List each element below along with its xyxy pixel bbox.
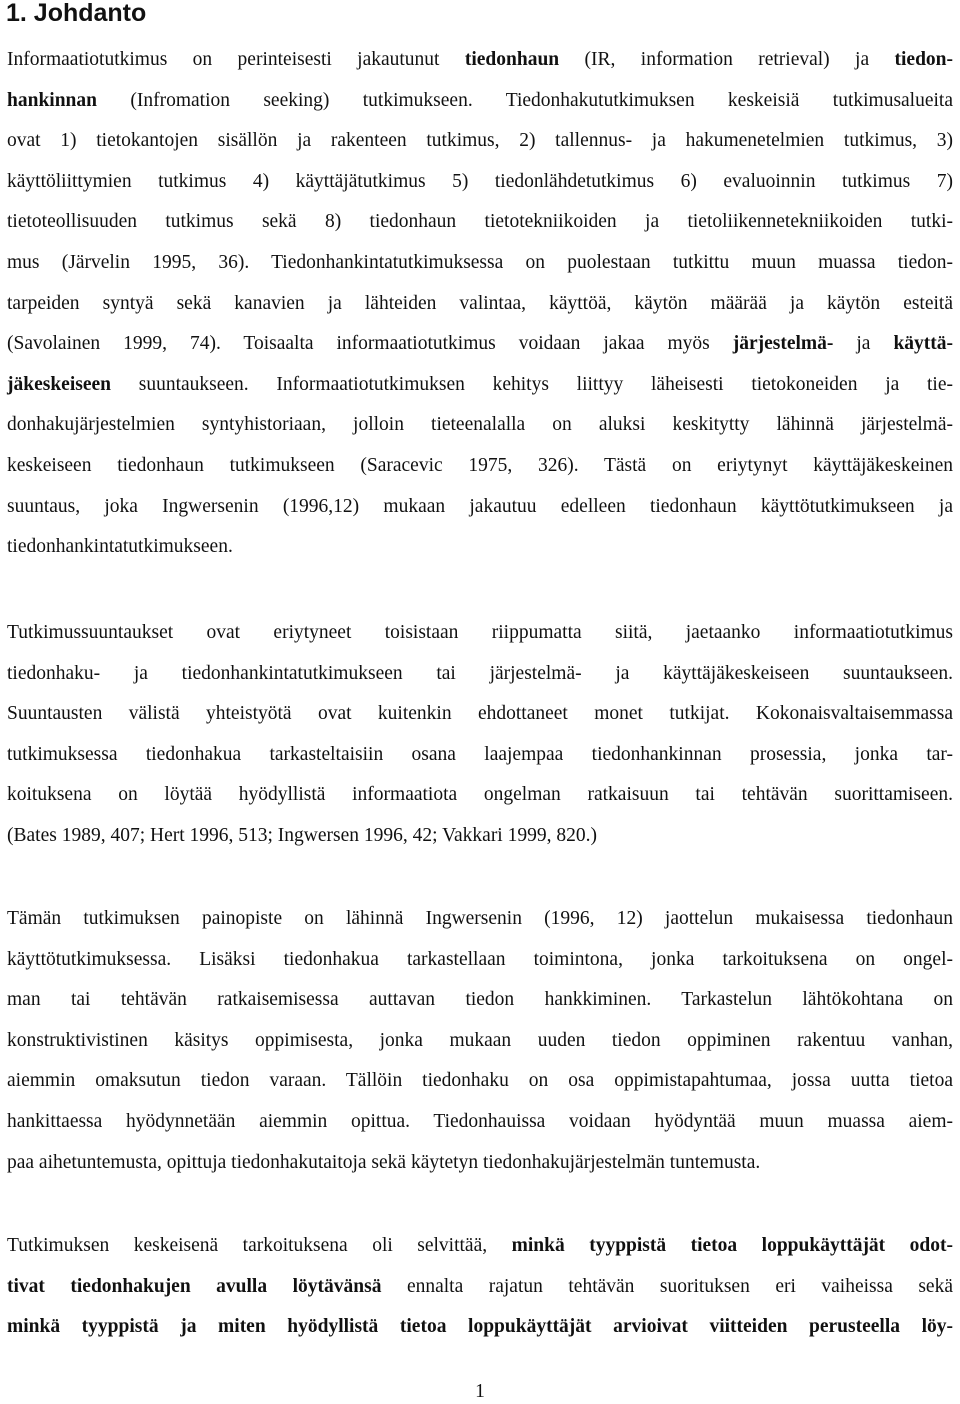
text-line: (Savolainen 1999, 74). Toisaalta informaatiotutkimus voidaan jakaa myös järjestelmä- ja käyttä- — [7, 333, 954, 355]
text-line: Suuntausten välistä yhteistyötä ovat kuitenkin ehdottaneet monet tutkijat. Kokonaisvaltaisemmassa — [7, 703, 953, 725]
text-line: man tai tehtävän ratkaisemisessa auttavan tiedon hankkiminen. Tarkastelun lähtökohtana on — [7, 989, 953, 1011]
text-line: suuntaus, joka Ingwersenin (1996,12) mukaan jakautuu edelleen tiedonhaun käyttötutkimukseen ja — [7, 495, 953, 517]
text-line: Tämän tutkimuksen painopiste on lähinnä Ingwersenin (1996, 12) jaottelun mukaisessa tiedonhaun — [7, 908, 953, 929]
text-line: Tutkimuksen keskeisenä tarkoituksena oli selvittää, minkä tyyppistä tietoa loppukäyttäjät odot- — [7, 1235, 953, 1256]
text-line: Tutkimussuuntaukset ovat eriytyneet toisistaan riippumatta siitä, jaetaanko informaatiotutkimus — [7, 622, 953, 643]
text-line: tietoteollisuuden tutkimus sekä 8) tiedonhaun tietotekniikoiden ja tietoliikennetekniikoiden tutki- — [7, 211, 953, 233]
text-line: mus (Järvelin 1995, 36). Tiedonhankintatutkimuksessa on puolestaan tutkittu muun muassa tiedon- — [7, 251, 953, 273]
text-line: Informaatiotutkimus on perinteisesti jakautunut tiedonhaun (IR, information retrieval) ja tiedon- — [7, 49, 953, 70]
text-line: konstruktivistinen käsitys oppimisesta, jonka mukaan uuden tiedon oppiminen rakentuu vanhan, — [7, 1029, 953, 1051]
text-line: keskeiseen tiedonhaun tutkimukseen (Saracevic 1975, 326). Tästä on eriytynyt käyttäjäkeskeinen — [7, 454, 953, 476]
text-line: tutkimuksessa tiedonhakua tarkasteltaisiin osana laajempaa tiedonhankinnan prosessia, jonka tar- — [7, 743, 953, 765]
paragraph-2 — [7, 613, 953, 857]
page-number: 1 — [475, 1381, 485, 1402]
text-line: tiedonhankintatutkimukseen. — [7, 536, 233, 558]
text-line: käyttötutkimuksessa. Lisäksi tiedonhakua tarkastellaan toimintona, jonka tarkoituksena on ongel- — [7, 948, 953, 970]
text-line: (Bates 1989, 407; Hert 1996, 513; Ingwersen 1996, 42; Vakkari 1999, 820.) — [7, 824, 597, 846]
text-line: jäkeskeiseen suuntaukseen. Informaatiotutkimuksen kehitys liittyy läheisesti tietokoneiden ja tie- — [7, 373, 953, 395]
page-heading: 1. Johdanto — [6, 0, 147, 27]
text-line: käyttöliittymien tutkimus 4) käyttäjätutkimus 5) tiedonlähdetutkimus 6) evaluoinnin tutkimus 7) — [7, 170, 953, 192]
text-line: minkä tyyppistä ja miten hyödyllistä tietoa loppukäyttäjät arvioivat viitteiden perusteella löy- — [7, 1316, 953, 1338]
text-line: aiemmin omaksutun tiedon varaan. Tällöin tiedonhaku on osa oppimistapahtumaa, jossa uutta tietoa — [7, 1070, 953, 1092]
paragraph-3 — [7, 899, 953, 1183]
text-line: tarpeiden syntyä sekä kanavien ja lähteiden valintaa, käyttöä, käytön määrää ja käytön esteitä — [7, 292, 953, 314]
text-line: hankittaessa hyödynnetään aiemmin opittua. Tiedonhauissa voidaan hyödyntää muun muassa aiem- — [7, 1110, 953, 1132]
text-line: donhakujärjestelmien syntyhistoriaan, jolloin tieteenalalla on aluksi keskitytty lähinnä järjestelmä- — [7, 414, 953, 436]
text-line: ovat 1) tietokantojen sisällön ja rakenteen tutkimus, 2) tallennus- ja hakumenetelmien tutkimus, 3) — [7, 130, 953, 152]
text-line: hankinnan (Infromation seeking) tutkimukseen. Tiedonhakututkimuksen keskeisiä tutkimusalueita — [7, 89, 953, 111]
text-line: koituksena on löytää hyödyllistä informaatiota ongelman ratkaisuun tai tehtävän suorittamiseen. — [7, 784, 953, 806]
text-line: tiedonhaku- ja tiedonhankintatutkimukseen tai järjestelmä- ja käyttäjäkeskeiseen suuntaukseen. — [7, 662, 953, 684]
text-line: paa aihetuntemusta, opittuja tiedonhakutaitoja sekä käytetyn tiedonhakujärjestelmän tuntemusta. — [7, 1151, 761, 1173]
text-line: tivat tiedonhakujen avulla löytävänsä ennalta rajatun tehtävän suorituksen eri vaiheissa sekä — [7, 1275, 953, 1297]
paragraph-1 — [7, 40, 953, 568]
paragraph-4 — [7, 1226, 953, 1348]
